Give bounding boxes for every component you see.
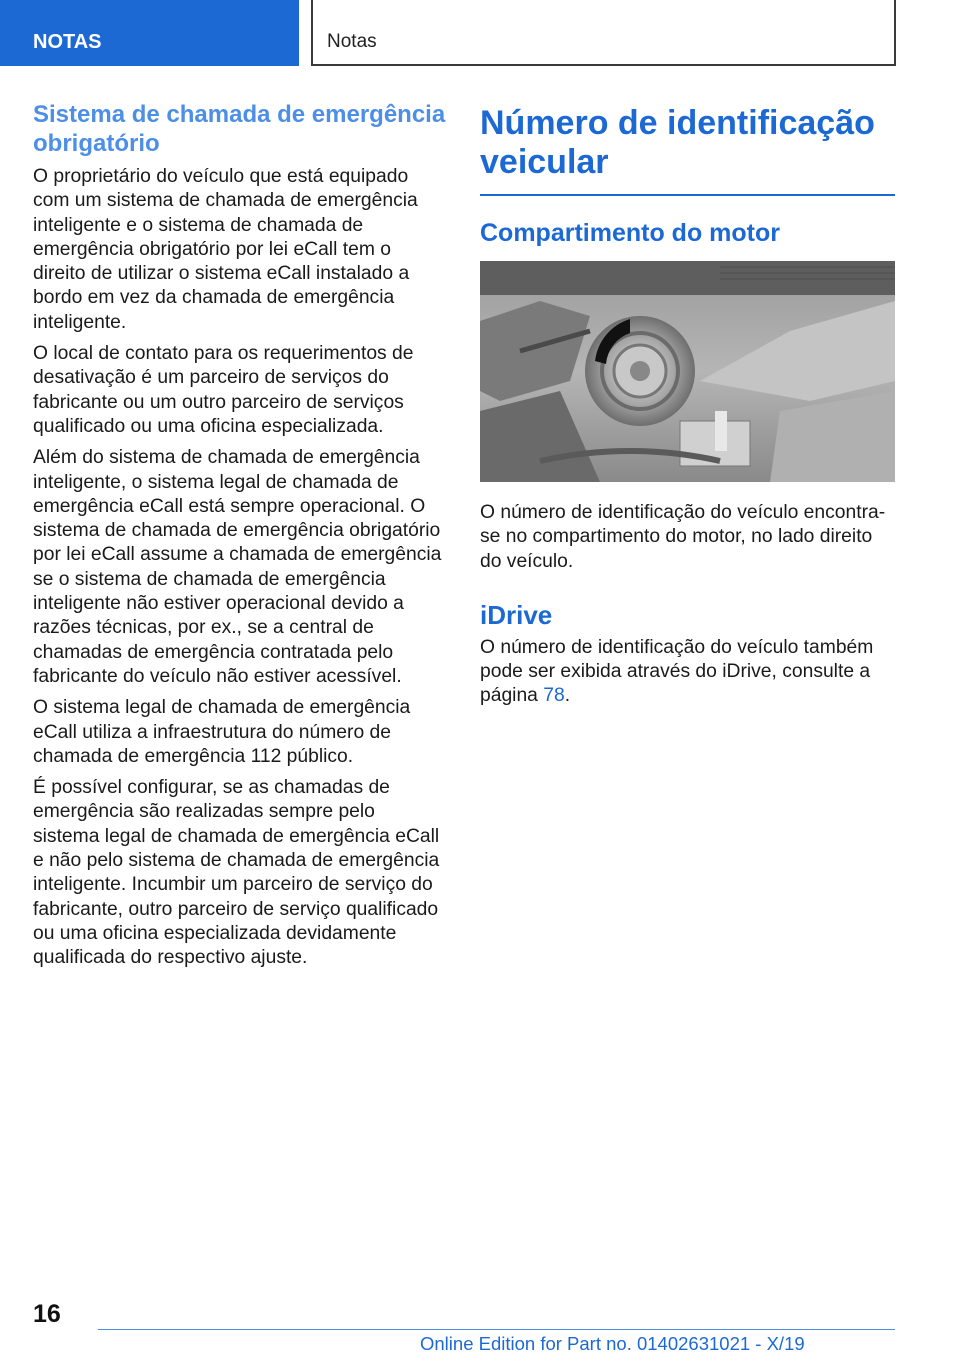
- ecall-paragraph-2: O local de contato para os requerimentos de desativação é um parceiro de serviços do fabricante ou um outro parceiro de serviços qualificado ou uma oficina especializada.: [33, 343, 414, 437]
- section-tab[interactable]: NOTAS: [0, 0, 299, 66]
- left-column: [33, 100, 446, 978]
- idrive-text-end: .: [564, 685, 571, 707]
- ecall-paragraph-4: O sistema legal de chamada de emergência eCall utiliza a infraestrutura do número de chamada de emergência 112 público.: [33, 697, 411, 767]
- page-header: [0, 0, 960, 66]
- page-reference-link[interactable]: 78: [543, 685, 565, 707]
- page-title: Notas: [311, 0, 896, 66]
- vin-title: Número de identificação veicular: [480, 104, 875, 181]
- ecall-paragraph-3: Além do sistema de chamada de emergência inteligente, o sistema legal de chamada de emergência eCall está sempre operacional. O sistema de chamada de emergência obrigatório por lei eCall assume a chamada de emergência se o sistema de chamada de emergência inteligente não estiver operacional devido a razões técnicas, por ex., se a central de chamadas de emergência contratada pelo fabricante do veículo não estiver acessível.: [33, 447, 442, 687]
- footer-rule: [98, 1329, 895, 1330]
- ecall-paragraph-5: É possível configurar, se as chamadas de emergência são realizadas sempre pelo sistema legal de chamada de emergência eCall e não pelo sistema de chamada de emergência inteligente. Incumbir um parceiro de serviço do fabricante, outro parceiro de serviço qualificado ou uma oficina especializada devidamente qualificada do respectivo ajuste.: [33, 777, 440, 969]
- engine-compartment-heading: Compartimento do motor: [480, 219, 780, 247]
- page-number: 16: [33, 1300, 61, 1328]
- right-column: [480, 104, 895, 716]
- ecall-paragraph-1: O proprietário do veículo que está equipado com um sistema de chamada de emergência inteligente e o sistema de chamada de emergência obrigatório por lei eCall tem o direito de utilizar o sistema eCall instalado a bordo em vez da chamada de emergência inteligente.: [33, 166, 418, 333]
- idrive-heading: iDrive: [480, 599, 553, 630]
- title-rule: [480, 194, 895, 196]
- idrive-text: [480, 636, 895, 709]
- ecall-heading: Sistema de chamada de emergência obrigatório: [33, 101, 446, 157]
- engine-compartment-photo: [480, 261, 895, 482]
- engine-compartment-text: O número de identificação do veículo encontra‐se no compartimento do motor, no lado direito do veículo.: [480, 502, 886, 572]
- footer-edition: Online Edition for Part no. 01402631021 - X/19: [420, 1333, 805, 1354]
- idrive-text-main: O número de identificação do veículo também pode ser exibida através do iDrive, consulte a página: [480, 636, 874, 707]
